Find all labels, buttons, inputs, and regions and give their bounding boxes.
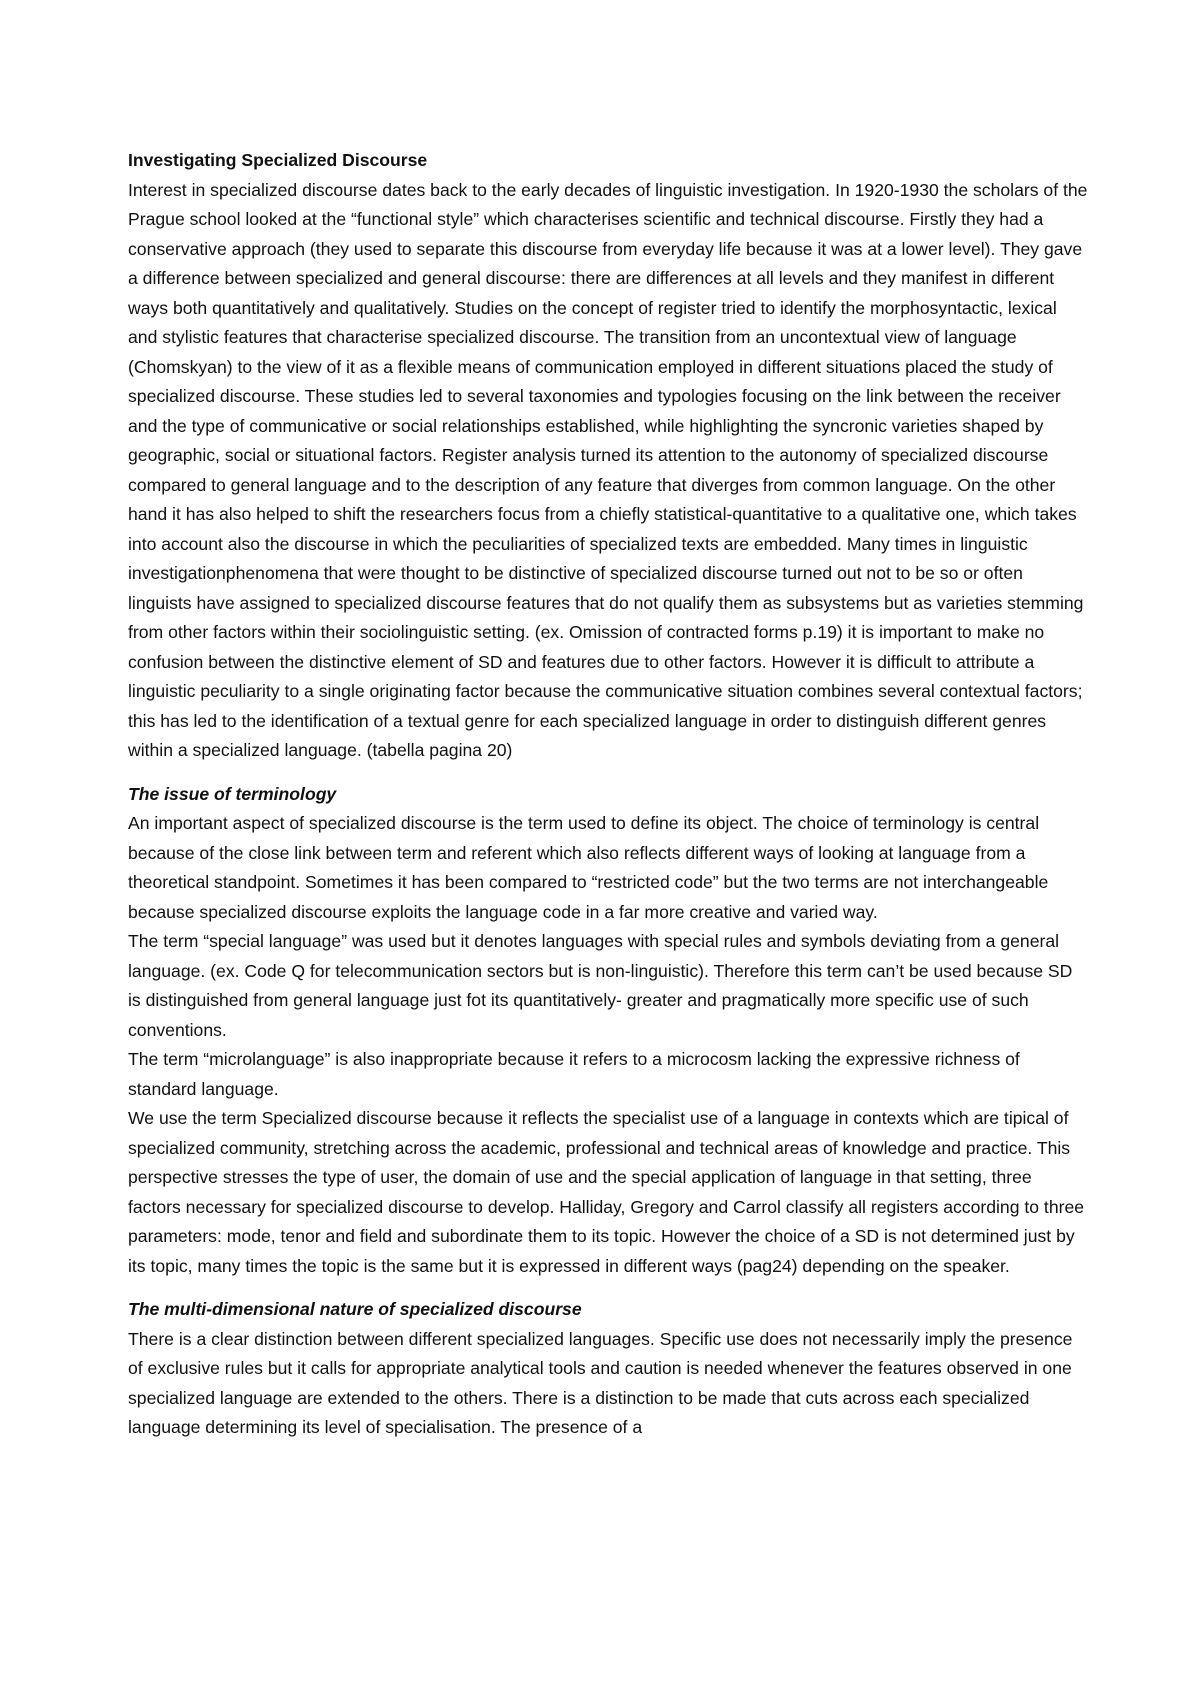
document-page: [128, 146, 1088, 1443]
intro-paragraph: Interest in specialized discourse dates back to the early decades of linguistic investigation. In 1920-1930 the scholars of the Prague school looked at the “functional style” which characterises scientific and technical discourse. Firstly they had a conservative approach (they used to separate this discourse from everyday life because it was at a lower level). They gave a difference between specialized and general discourse: there are differences at all levels and they manifest in different ways both quantitatively and qualitatively. Studies on the concept of register tried to identify the morphosyntactic, lexical and stylistic features that characterise specialized discourse. The transition from an uncontextual view of language (Chomskyan) to the view of it as a flexible means of communication employed in different situations placed the study of specialized discourse. These studies led to several taxonomies and typologies focusing on the link between the receiver and the type of communicative or social relationships established, while highlighting the syncronic varieties shaped by geographic, social or situational factors. Register analysis turned its attention to the autonomy of specialized discourse compared to general language and to the description of any feature that diverges from common language. On the other hand it has also helped to shift the researchers focus from a chiefly statistical-quantitative to a qualitative one, which takes into account also the discourse in which the peculiarities of specialized texts are embedded. Many times in linguistic investigationphenomena that were thought to be distinctive of specialized discourse turned out not to be so or often linguists have assigned to specialized discourse features that do not qualify them as subsystems but as varieties stemming from other factors within their sociolinguistic setting. (ex. Omission of contracted forms p.19) it is important to make no confusion between the distinctive element of SD and features due to other factors. However it is difficult to attribute a linguistic peculiarity to a single originating factor because the communicative situation combines several contextual factors; this has led to the identification of a textual genre for each specialized language in order to distinguish different genres within a specialized language. (tabella pagina 20): [128, 179, 1088, 760]
section-heading-multidimensional: The multi-dimensional nature of specialized discourse: [128, 1299, 582, 1319]
terminology-paragraph-2: The term “special language” was used but it denotes languages with special rules and symbols deviating from a general language. (ex. Code Q for telecommunication sectors but is non-linguistic). Therefore this term can’t be used because SD is distinguished from general language just fot its quantitatively- greater and pragmatically more specific use of such conventions.: [128, 931, 1073, 1040]
terminology-paragraph-3: The term “microlanguage” is also inappropriate because it refers to a microcosm lacking the expressive richness of standard language.: [128, 1049, 1020, 1099]
section-heading-terminology: The issue of terminology: [128, 783, 337, 804]
terminology-paragraph-1: An important aspect of specialized discourse is the term used to define its object. The choice of terminology is central because of the close link between term and referent which also reflects different ways of looking at language from a theoretical standpoint. Sometimes it has been compared to “restricted code” but the two terms are not interchangeable because specialized discourse exploits the language code in a far more creative and varied way.: [128, 813, 1049, 922]
multidimensional-paragraph-1: There is a clear distinction between different specialized languages. Specific use does not necessarily imply the presence of exclusive rules but it calls for appropriate analytical tools and caution is needed whenever the features observed in one specialized language are extended to the others. There is a distinction to be made that cuts across each specialized language determining its level of specialisation. The presence of a: [128, 1328, 1073, 1437]
document-title: Investigating Specialized Discourse: [128, 150, 428, 170]
terminology-paragraph-4: We use the term Specialized discourse because it reflects the specialist use of a language in contexts which are tipical of specialized community, stretching across the academic, professional and technical areas of knowledge and practice. This perspective stresses the type of user, the domain of use and the special application of language in that setting, three factors necessary for specialized discourse to develop. Halliday, Gregory and Carrol classify all registers according to three parameters: mode, tenor and field and subordinate them to its topic. However the choice of a SD is not determined just by its topic, many times the topic is the same but it is expressed in different ways (pag24) depending on the speaker.: [128, 1108, 1085, 1276]
